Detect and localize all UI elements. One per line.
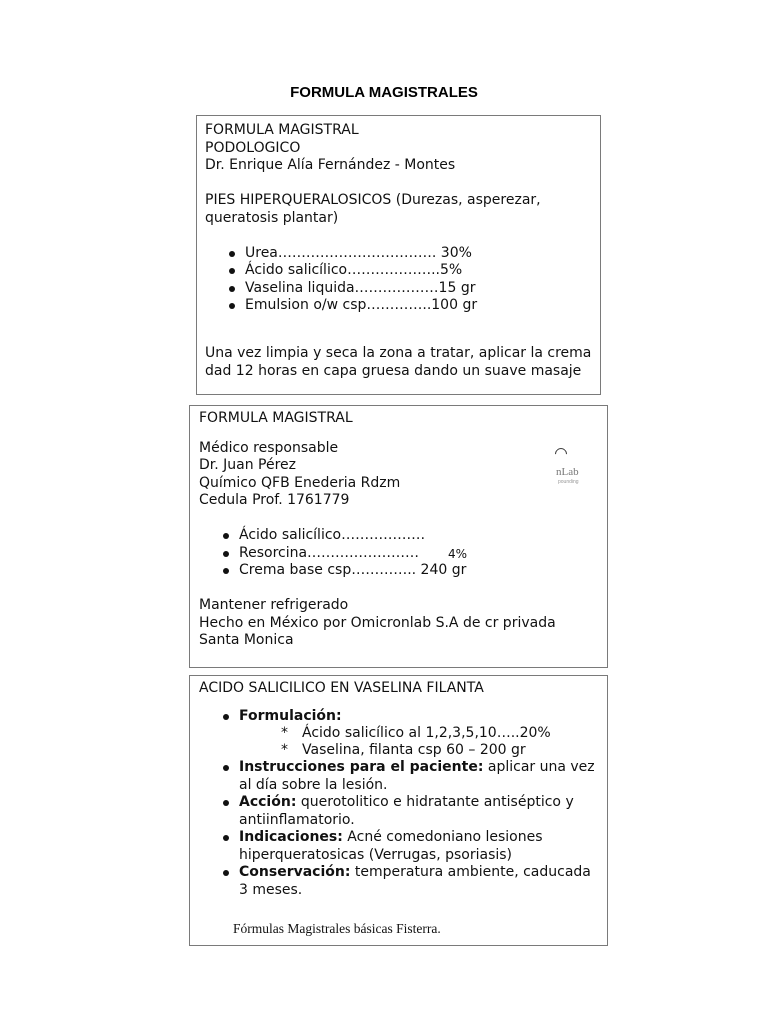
indicaciones-label: Indicaciones: [239, 829, 343, 845]
instrucciones-label: Instrucciones para el paciente: [239, 759, 484, 775]
list-item-accion [199, 794, 598, 829]
card-subheading: PODOLOGICO [205, 139, 301, 156]
asterisk-icon: * [281, 725, 288, 741]
sub-item-text: Vaselina, filanta csp 60 – 200 gr [302, 742, 526, 758]
logo-text: nLab [556, 466, 579, 478]
list-item: Crema base csp………….. 240 gr [199, 562, 598, 580]
card-heading: FORMULA MAGISTRAL [205, 122, 359, 138]
list-item: Ácido salicílico……………… [199, 527, 598, 545]
logo-subtext: pounding [558, 479, 579, 485]
list-item: Vaselina liquida………………15 gr [205, 280, 592, 298]
ingredient-list [199, 527, 598, 580]
conservacion-text: temperatura ambiente, caducada 3 meses. [239, 864, 591, 898]
card-line: Cedula Prof. 1761779 [199, 492, 350, 508]
card-line: Santa Monica [199, 632, 294, 648]
card-line: Médico responsable [199, 439, 339, 456]
instrucciones-text: aplicar una vez al día sobre la lesión. [239, 759, 595, 793]
card-line: Dr. Juan Pérez [199, 457, 297, 473]
sub-list-item [199, 742, 598, 759]
list-item: Resorcina…………………… [199, 545, 598, 563]
page-title: FORMULA MAGISTRALES [290, 84, 478, 101]
accion-label: Acción: [239, 794, 297, 810]
formula-card-omicronlab [189, 405, 608, 668]
card-instructions: Una vez limpia y seca la zona a tratar, aplicar la crema dad 12 horas en capa gruesa dando un suave masaje [205, 345, 592, 379]
overlap-percent: 4% [448, 547, 468, 561]
asterisk-icon: * [281, 742, 288, 758]
formula-details-list [199, 708, 598, 726]
card-heading: FORMULA MAGISTRAL [199, 410, 353, 426]
list-item: Emulsion o/w csp…………..100 gr [205, 297, 592, 315]
source-citation: Fórmulas Magistrales básicas Fisterra. [233, 921, 441, 936]
accion-text: querotolitico e hidratante antiséptico y antiinflamatorio. [239, 794, 574, 828]
conservacion-label: Conservación: [239, 864, 351, 880]
sub-item-text: Ácido salicílico al 1,2,3,5,10…..20% [302, 725, 551, 741]
card-heading: ACIDO SALICILICO EN VASELINA FILANTA [199, 680, 484, 696]
card-doctor: Dr. Enrique Alía Fernández - Montes [205, 157, 456, 173]
list-item-formulacion [199, 708, 598, 726]
list-item-indicaciones [199, 829, 598, 864]
list-item: Urea……………………………. 30% [205, 245, 592, 263]
formula-card-podologico [196, 115, 601, 395]
list-item-instrucciones [199, 759, 598, 794]
formula-card-acido-salicilico [189, 675, 608, 946]
logo-arc-icon [553, 446, 570, 463]
list-item-conservacion [199, 864, 598, 899]
card-line: Hecho en México por Omicronlab S.A de cr privada [199, 614, 556, 631]
list-item: Ácido salicílico………………..5% [205, 262, 592, 280]
omicronlab-logo [546, 448, 606, 488]
ingredient-list [205, 245, 592, 315]
formulacion-label: Formulación: [239, 707, 342, 724]
card-line: Químico QFB Enederia Rdzm [199, 474, 401, 491]
formula-details-list [199, 759, 598, 899]
indicaciones-text: Acné comedoniano lesiones hiperqueratosicas (Verrugas, psoriasis) [239, 829, 543, 863]
formulation-sublist [199, 725, 598, 759]
sub-list-item [199, 725, 598, 742]
card-condition: PIES HIPERQUERALOSICOS (Durezas, asperezar, queratosis plantar) [205, 192, 541, 226]
card-line: Mantener refrigerado [199, 597, 349, 613]
